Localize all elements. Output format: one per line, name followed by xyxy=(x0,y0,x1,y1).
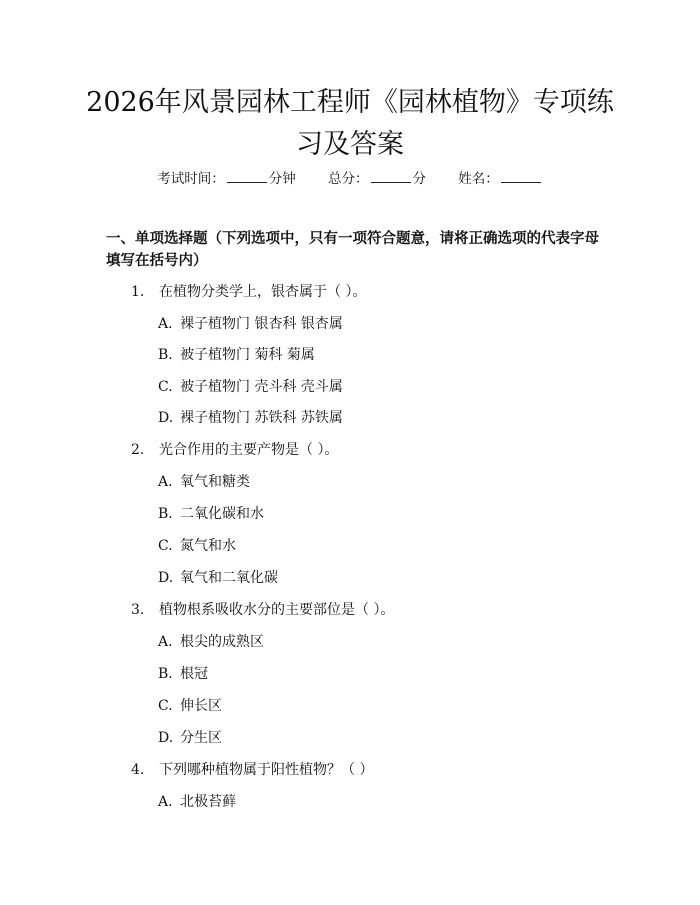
option-item xyxy=(158,345,315,365)
question-number: 2. xyxy=(131,442,145,458)
option-label: B. xyxy=(158,506,173,522)
exam-time-field xyxy=(157,168,296,189)
option-item xyxy=(158,536,236,556)
option-item xyxy=(158,314,343,334)
question-item xyxy=(131,600,394,620)
option-text: 氧气和二氧化碳 xyxy=(180,570,278,586)
option-label: D. xyxy=(158,410,174,426)
option-text: 被子植物门 菊科 菊属 xyxy=(180,347,315,363)
question-text: 光合作用的主要产物是（ ）。 xyxy=(159,442,339,458)
option-text: 氧气和糖类 xyxy=(180,474,250,490)
option-label: A. xyxy=(158,474,173,490)
option-text: 二氧化碳和水 xyxy=(180,506,264,522)
question-item xyxy=(131,282,366,302)
option-text: 裸子植物门 苏铁科 苏铁属 xyxy=(180,410,343,426)
option-item xyxy=(158,632,264,652)
exam-time-blank xyxy=(227,168,267,183)
option-label: B. xyxy=(158,666,173,682)
option-label: A. xyxy=(158,794,173,810)
total-score-label: 总分： xyxy=(328,171,369,187)
option-label: B. xyxy=(158,347,173,363)
question-item xyxy=(131,760,373,780)
option-item xyxy=(158,664,208,684)
option-item xyxy=(158,377,343,397)
option-text: 氮气和水 xyxy=(180,538,236,554)
option-text: 伸长区 xyxy=(180,698,222,714)
exam-info-line xyxy=(0,168,700,189)
option-text: 被子植物门 壳斗科 壳斗属 xyxy=(180,379,343,395)
option-text: 根尖的成熟区 xyxy=(180,634,264,650)
option-label: A. xyxy=(158,634,173,650)
question-number: 3. xyxy=(131,602,145,618)
question-text: 在植物分类学上，银杏属于（ ）。 xyxy=(159,284,367,300)
option-label: D. xyxy=(158,730,174,746)
total-score-blank xyxy=(371,168,411,183)
option-item xyxy=(158,408,343,428)
option-text: 裸子植物门 银杏科 银杏属 xyxy=(180,316,343,332)
total-score-unit: 分 xyxy=(412,171,426,187)
option-text: 根冠 xyxy=(180,666,208,682)
exam-time-unit: 分钟 xyxy=(268,171,296,187)
question-text: 下列哪种植物属于阳性植物？（ ） xyxy=(159,762,374,778)
option-item xyxy=(158,568,278,588)
option-label: C. xyxy=(158,538,173,554)
name-label: 姓名： xyxy=(458,171,499,187)
question-item xyxy=(131,440,338,460)
option-item xyxy=(158,472,250,492)
question-text: 植物根系吸收水分的主要部位是（ ）。 xyxy=(159,602,395,618)
total-score-field xyxy=(328,168,426,189)
exam-time-label: 考试时间： xyxy=(157,171,225,187)
question-number: 1. xyxy=(131,284,145,300)
name-blank xyxy=(501,168,541,183)
option-item xyxy=(158,504,264,524)
document-title: 2026年风景园林工程师《园林植物》专项练习及答案 xyxy=(86,87,614,160)
option-item xyxy=(158,728,222,748)
option-label: C. xyxy=(158,698,173,714)
option-text: 分生区 xyxy=(180,730,222,746)
section-heading: 一、单项选择题（下列选项中，只有一项符合题意，请将正确选项的代表字母填写在括号内） xyxy=(106,231,599,269)
option-label: D. xyxy=(158,570,174,586)
option-label: A. xyxy=(158,316,173,332)
option-item xyxy=(158,696,222,716)
option-label: C. xyxy=(158,379,173,395)
question-number: 4. xyxy=(131,762,145,778)
option-item xyxy=(158,792,236,812)
name-field xyxy=(458,168,543,189)
option-text: 北极苔藓 xyxy=(180,794,236,810)
